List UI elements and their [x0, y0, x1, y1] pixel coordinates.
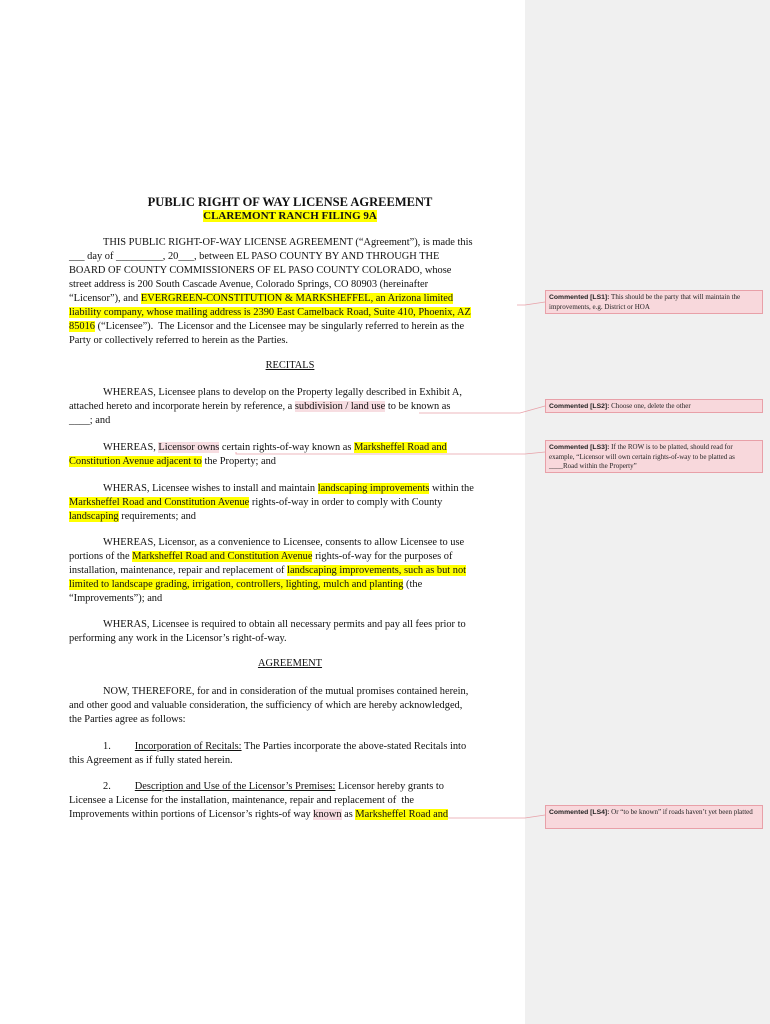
subdivision-comment-anchor[interactable]: subdivision / land use: [294, 401, 386, 412]
whereas-3-line-3: [69, 510, 196, 524]
whereas-5-line-2: performing any work in the Licensor’s right-of-way.: [69, 633, 287, 644]
intro-line-6: [69, 306, 471, 320]
whereas-4-line-5: “Improvements”); and: [69, 593, 163, 604]
road-name-highlight-5: Marksheffel Road and: [355, 809, 449, 820]
comment-ls1-tag: Commented [LS1]:: [549, 294, 610, 301]
whereas-2-line-2b: the Property; and: [201, 456, 277, 467]
known-comment-anchor[interactable]: known: [313, 809, 342, 820]
whereas-3-line-1: [103, 482, 474, 496]
comment-ls3-text: If the ROW is to be platted, should read for example, “Licensor will own certain rights-of-way to be platted as ____Road within the Property”: [549, 443, 735, 470]
comment-balloon-ls4[interactable]: [545, 805, 763, 829]
road-name-highlight-1: Marksheffel Road and: [354, 442, 447, 453]
whereas-2-line-1a: WHEREAS,: [103, 442, 159, 453]
whereas-4-line-1: WHEREAS, Licensor, as a convenience to Licensee, consents to allow Licensee to use: [103, 537, 465, 548]
comment-ls4-tag: Commented [LS4]:: [549, 809, 610, 816]
whereas-2-line-1: [103, 441, 447, 455]
landscaping-highlight-3: landscaping improvements, such as but not: [287, 565, 467, 576]
whereas-4-line-4b: (the: [403, 579, 423, 590]
comments-margin-pane: [525, 0, 770, 1024]
section-1-line-2: this Agreement as if fully stated herein.: [69, 755, 233, 766]
intro-line-2: ___ day of _________, 20___, between EL PASO COUNTY BY AND THROUGH THE: [69, 251, 440, 262]
comment-balloon-ls1[interactable]: [545, 290, 763, 314]
whereas-3-line-2b: rights-of-way in order to comply with County: [249, 497, 443, 508]
whereas-1-line-1: WHEREAS, Licensee plans to develop on the Property legally described in Exhibit A,: [103, 387, 462, 398]
comment-balloon-ls3[interactable]: [545, 440, 763, 473]
licensee-name-highlight: EVERGREEN-CONSTITUTION & MARKSHEFFEL, an Arizona limited: [140, 293, 454, 304]
recitals-heading: RECITALS: [265, 360, 315, 371]
whereas-4-line-2: [69, 550, 452, 564]
intro-line-7b: (“Licensee”). The Licensor and the Licensee may be singularly referred to herein as the: [94, 321, 465, 332]
whereas-1-line-2c: to be known as: [385, 401, 451, 412]
section-2-line-1: [103, 780, 444, 794]
comment-ls4-text: Or “to be known” if roads haven’t yet been platted: [611, 808, 753, 816]
whereas-4-line-4: [69, 578, 422, 592]
whereas-2-line-2: [69, 455, 276, 469]
section-1-line-1b: The Parties incorporate the above-stated Recitals into: [241, 741, 467, 752]
whereas-4-line-3: [69, 564, 466, 578]
whereas-3-line-1a: WHERAS, Licensee wishes to install and maintain: [103, 483, 318, 494]
intro-line-7: [69, 320, 464, 334]
comment-ls2-tag: Commented [LS2]:: [549, 403, 610, 410]
whereas-3-line-2: [69, 496, 442, 510]
document-title: PUBLIC RIGHT OF WAY LICENSE AGREEMENT: [147, 195, 433, 209]
whereas-4-line-3a: installation, maintenance, repair and replacement of: [69, 565, 288, 576]
licensor-owns-comment-anchor[interactable]: Licensor owns: [158, 442, 220, 453]
landscaping-highlight-2: landscaping: [69, 511, 119, 522]
intro-line-3: BOARD OF COUNTY COMMISSIONERS OF EL PASO COUNTY COLORADO, whose: [69, 265, 452, 276]
now-line-2: and other good and valuable consideration, the sufficiency of which are hereby acknowledged,: [69, 700, 463, 711]
now-line-3: the Parties agree as follows:: [69, 714, 186, 725]
whereas-1-line-2a: attached hereto and incorporate herein by reference, a: [69, 401, 295, 412]
intro-line-5: [69, 292, 453, 306]
subtitle-text: CLAREMONT RANCH FILING 9A: [203, 210, 377, 222]
section-2-number: 2.: [103, 781, 111, 792]
section-1-line-1: [103, 740, 466, 754]
whereas-2-line-1c: certain rights-of-way known as: [219, 442, 355, 453]
now-line-1: NOW, THEREFORE, for and in consideration of the mutual promises contained herein,: [103, 686, 469, 697]
document-subtitle: [0, 210, 580, 222]
section-1-number: 1.: [103, 741, 111, 752]
whereas-3-line-1c: within the: [429, 483, 474, 494]
section-1-title: Incorporation of Recitals:: [134, 741, 242, 752]
section-2-line-3c: as: [341, 809, 356, 820]
intro-line-5a: “Licensor”), and: [69, 293, 141, 304]
whereas-4-line-2c: rights-of-way for the purposes of: [312, 551, 453, 562]
whereas-1-line-3: ____; and: [69, 415, 111, 426]
whereas-4-line-2a: portions of the: [69, 551, 133, 562]
comment-balloon-ls2[interactable]: [545, 399, 763, 413]
road-name-highlight-4: Marksheffel Road and Constitution Avenue: [132, 551, 313, 562]
comment-ls2-text: Choose one, delete the other: [611, 402, 691, 410]
section-2-line-3a: Improvements within portions of Licensor’s rights-of way: [69, 809, 314, 820]
whereas-5-line-1: WHERAS, Licensee is required to obtain all necessary permits and pay all fees prior to: [103, 619, 466, 630]
comment-ls1-text: This should be the party that will maintain the improvements, e.g. District or HOA: [549, 293, 741, 311]
section-2-line-1b: Licensor hereby grants to: [335, 781, 444, 792]
comment-ls3-tag: Commented [LS3]:: [549, 444, 610, 451]
section-2-line-2: Licensee a License for the installation, maintenance, repair and replacement of the: [69, 795, 415, 806]
section-2-line-3: [69, 808, 448, 822]
section-2-title: Description and Use of the Licensor’s Premises:: [134, 781, 336, 792]
licensee-address-highlight: liability company, whose mailing address is 2390 East Camelback Road, Suite 410, Phoenix, AZ: [69, 307, 471, 318]
whereas-1-line-2: [69, 400, 450, 414]
intro-line-4: street address is 200 South Cascade Avenue, Colorado Springs, CO 80903 (hereinafter: [69, 279, 429, 290]
landscaping-highlight-4: limited to landscape grading, irrigation, controllers, lighting, mulch and planting: [69, 579, 404, 590]
road-name-highlight-3: Marksheffel Road and Constitution Avenue: [69, 497, 250, 508]
whereas-3-line-3b: requirements; and: [118, 511, 196, 522]
intro-line-1: THIS PUBLIC RIGHT-OF-WAY LICENSE AGREEMENT (“Agreement”), is made this: [103, 237, 473, 248]
landscaping-highlight-1: landscaping improvements: [317, 483, 430, 494]
intro-line-8: Party or collectively referred to herein as the Parties.: [69, 335, 288, 346]
road-name-highlight-2: Constitution Avenue adjacent to: [69, 456, 202, 467]
licensee-zip-highlight: 85016: [69, 321, 95, 332]
agreement-heading: AGREEMENT: [257, 658, 323, 669]
